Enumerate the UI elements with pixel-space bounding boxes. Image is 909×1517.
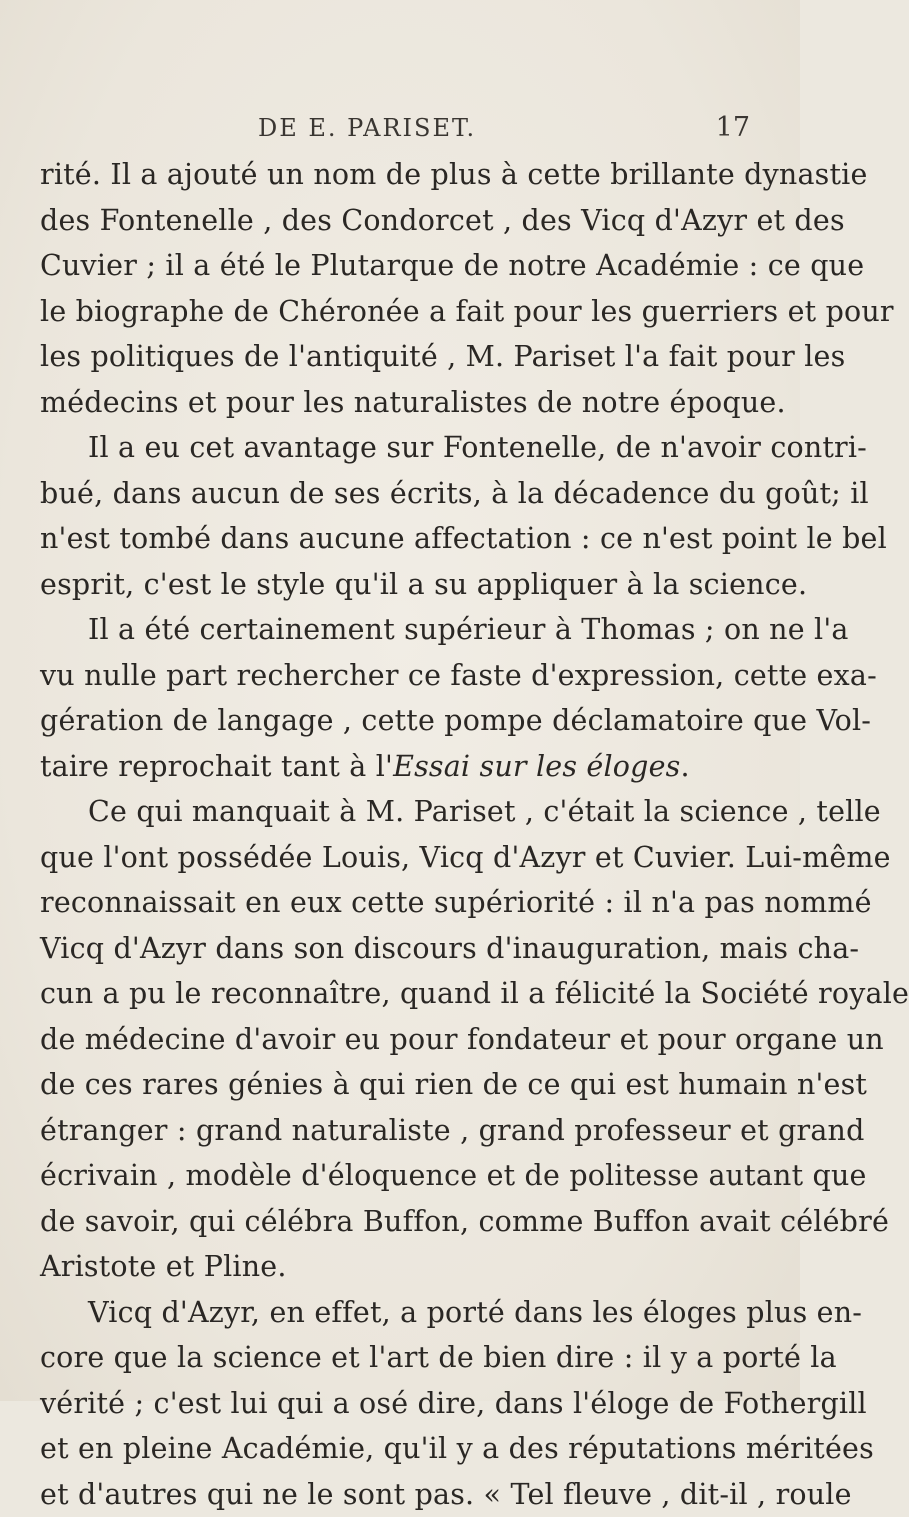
paragraph-start: Vicq d'Azyr, en effet, a porté dans les éloges plus en- (40, 1290, 755, 1336)
text-line-with-title (40, 744, 755, 790)
text-line: bué, dans aucun de ses écrits, à la décadence du goût; il (40, 471, 755, 517)
text-line: Cuvier ; il a été le Plutarque de notre Académie : ce que (40, 243, 755, 289)
text-line: des Fontenelle , des Condorcet , des Vicq d'Azyr et des (40, 198, 755, 244)
text-line: de médecine d'avoir eu pour fondateur et pour organe un (40, 1017, 755, 1063)
text-line: core que la science et l'art de bien dire : il y a porté la (40, 1335, 755, 1381)
text-line: écrivain , modèle d'éloquence et de politesse autant que (40, 1153, 755, 1199)
text-line: gération de langage , cette pompe déclamatoire que Vol- (40, 698, 755, 744)
text-line: les politiques de l'antiquité , M. Pariset l'a fait pour les (40, 334, 755, 380)
text-line: médecins et pour les naturalistes de notre époque. (40, 380, 755, 426)
paragraph-start: Ce qui manquait à M. Pariset , c'était la science , telle (40, 789, 755, 835)
text-line: et en pleine Académie, qu'il y a des réputations méritées (40, 1426, 755, 1472)
page-header (40, 114, 750, 154)
text-line: Vicq d'Azyr dans son discours d'inauguration, mais cha- (40, 926, 755, 972)
italic-book-title: Essai sur les éloges (393, 750, 680, 783)
text-line: le biographe de Chéronée a fait pour les guerriers et pour (40, 289, 755, 335)
text-line: étranger : grand naturaliste , grand professeur et grand (40, 1108, 755, 1154)
text-line: Aristote et Pline. (40, 1244, 755, 1290)
text-line: rité. Il a ajouté un nom de plus à cette brillante dynastie (40, 152, 755, 198)
paragraph-start: Il a été certainement supérieur à Thomas ; on ne l'a (40, 607, 755, 653)
text-segment: taire reprochait tant à l' (40, 750, 393, 783)
text-line: et d'autres qui ne le sont pas. « Tel fleuve , dit-il , roule (40, 1472, 755, 1517)
page-number: 17 (716, 112, 750, 143)
running-head: DE E. PARISET. (258, 114, 476, 142)
text-line: esprit, c'est le style qu'il a su appliquer à la science. (40, 562, 755, 608)
text-line: cun a pu le reconnaître, quand il a félicité la Société royale (40, 971, 755, 1017)
body-text (40, 152, 755, 1517)
text-line: reconnaissait en eux cette supériorité : il n'a pas nommé (40, 880, 755, 926)
text-line: vu nulle part rechercher ce faste d'expression, cette exa- (40, 653, 755, 699)
text-line: de ces rares génies à qui rien de ce qui est humain n'est (40, 1062, 755, 1108)
text-line: n'est tombé dans aucune affectation : ce n'est point le bel (40, 516, 755, 562)
text-line: de savoir, qui célébra Buffon, comme Buffon avait célébré (40, 1199, 755, 1245)
text-line: vérité ; c'est lui qui a osé dire, dans l'éloge de Fothergill (40, 1381, 755, 1427)
text-line: que l'ont possédée Louis, Vicq d'Azyr et Cuvier. Lui-même (40, 835, 755, 881)
paragraph-start: Il a eu cet avantage sur Fontenelle, de n'avoir contri- (40, 425, 755, 471)
text-segment: . (681, 750, 690, 783)
